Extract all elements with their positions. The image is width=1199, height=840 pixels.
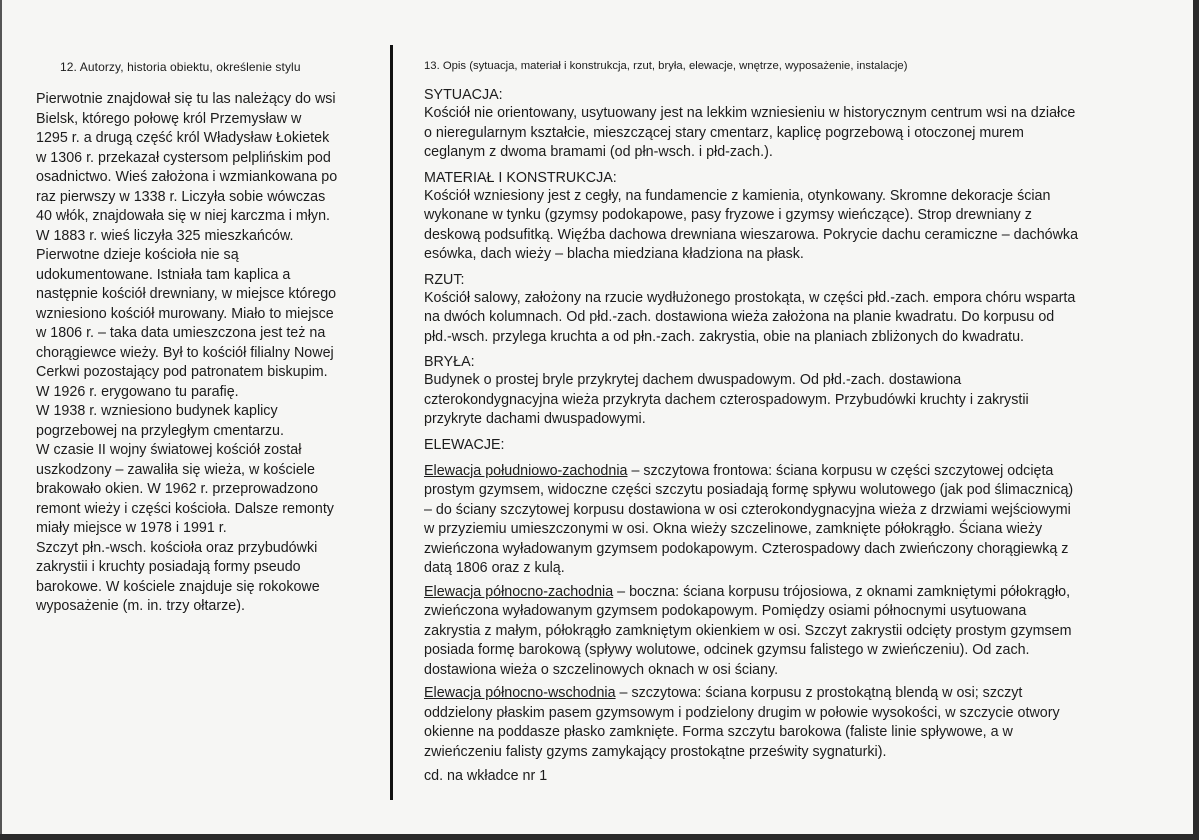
section-13-heading: 13. Opis (sytuacja, materiał i konstrukcja, rzut, bryła, elewacje, wnętrze, wyposażenie, instalacje) <box>424 60 908 72</box>
elevation-sw-line: – do ściany szczytowej korpusu dostawiona w osi czterokondygnacyjna wieża z drzwiami wejściowymi <box>424 501 1071 518</box>
sytuacja-title: SYTUACJA: <box>424 87 503 103</box>
history-line: W 1926 r. erygowano tu parafię. <box>36 383 239 400</box>
sytuacja-line: Kościół nie orientowany, usytuowany jest na lekkim wzniesieniu w historycznym centrum wsi na działce <box>424 105 1076 121</box>
history-line: udokumentowane. Istniała tam kaplica a <box>36 266 291 283</box>
history-text <box>36 90 381 617</box>
column-divider <box>390 45 393 800</box>
history-line: następnie kościół drewniany, w miejsce którego <box>36 286 337 302</box>
history-line: W czasie II wojny światowej kościół został <box>36 442 302 458</box>
history-line: osadnictwo. Wieś założona i wzmiankowana po <box>36 169 338 185</box>
section-elewacje <box>424 436 1164 763</box>
section-rzut <box>424 271 1164 348</box>
material-title: MATERIAŁ I KONSTRUKCJA: <box>424 169 617 186</box>
history-line: Szczyt płn.-wsch. kościoła oraz przybudówki <box>36 539 318 556</box>
history-line: Pierwotne dzieje kościoła nie są <box>36 247 239 263</box>
elevation-nw-line: posiada formę barokową (spływy wolutowe, odcinek gzymsu falistego w zwieńczeniu). Od zach. <box>424 642 1030 658</box>
bryla-line: przykryte dachami dwuspadowymi. <box>424 411 646 427</box>
history-line: miały miejsce w 1978 i 1991 r. <box>36 520 227 536</box>
history-line: brakowało okien. W 1962 r. przeprowadzono <box>36 481 319 497</box>
scan-edge-right <box>1193 0 1199 840</box>
history-line: w 1306 r. przekazał cystersom pelplińskim pod <box>36 149 331 166</box>
history-line: 40 włók, znajdowała się w niej karczma i młyn. <box>36 208 330 224</box>
bryla-line: czterokondygnacyjna wieża przykryta dachem czterospadowym. Przybudówki kruchty i zakrystii <box>424 391 1029 408</box>
history-line: W 1883 r. wieś liczyła 325 mieszkańców. <box>36 227 294 244</box>
scan-edge-bottom <box>0 834 1199 840</box>
material-line: wykonane w tynku (gzymsy podokapowe, pasy fryzowe i gzymsy wieńczące). Strop drewniany z <box>424 207 1032 223</box>
elevation-ne-first-line <box>424 684 1164 704</box>
elevation-sw-line: prostym gzymsem, widoczne części szczytu posiadają formę spływu wolutowego (jak pod ślimacznicą) <box>424 482 1074 498</box>
history-line: w 1806 r. – taka data umieszczona jest też na <box>36 325 326 341</box>
elevation-sw-first-line <box>424 462 1164 482</box>
elevation-sw-line: zwieńczona wyładowanym gzymsem podokapowym. Czterospadowy dach zwieńczony chorągiewką z <box>424 540 1069 557</box>
section-bryla <box>424 353 1164 430</box>
history-line: 1295 r. a drugą część król Władysław Łokietek <box>36 130 330 146</box>
history-line: chorągiewce wieży. Był to kościół filialny Nowej <box>36 344 334 361</box>
history-line: wyposażenie (m. in. trzy ołtarze). <box>36 598 245 614</box>
section-material <box>424 169 1164 265</box>
elevation-nw-label: Elewacja północno-zachodnia <box>424 583 614 600</box>
right-column <box>424 60 1164 784</box>
elevation-sw-line: datą 1806 oraz z kulą. <box>424 560 565 576</box>
rzut-title: RZUT: <box>424 271 465 288</box>
material-line: esówka, dach wieży – blacha miedziana kładziona na płask. <box>424 246 804 262</box>
history-line: zakrystii i kruchty posiadają formy pseudo <box>36 559 301 575</box>
history-line: uszkodzony – zawaliła się wieża, w kościele <box>36 461 315 478</box>
history-line: Cerkwi pozostający pod patronatem biskupim. <box>36 364 328 380</box>
continuation-note: cd. na wkładce nr 1 <box>424 768 548 784</box>
history-line: raz pierwszy w 1338 r. Liczyła sobie wówczas <box>36 188 326 205</box>
elevation-nw-line: dostawiona wieża o szczelinowych oknach w osi ściany. <box>424 661 779 678</box>
history-line: barokowe. W kościele znajduje się rokokowe <box>36 578 320 595</box>
sytuacja-line: o nieregularnym kształcie, mieszczącej stary cmentarz, kaplicę pogrzebową i otoczonej murem <box>424 124 1024 141</box>
elevation-northeast <box>424 684 1164 762</box>
elevation-ne-line: oddzielony płaskim pasem gzymsowym i podzielony drugim w połowie wysokości, w szczycie otwory <box>424 704 1060 721</box>
material-line: deskową podsufitką. Więźba dachowa drewniana wieszarowa. Pokrycie dachu ceramiczne – dachówka <box>424 226 1079 243</box>
elevation-ne-label: Elewacja północno-wschodnia <box>424 685 616 701</box>
history-line: Pierwotnie znajdował się tu las należący do wsi <box>36 91 336 107</box>
material-line: Kościół wzniesiony jest z cegły, na fundamencie z kamienia, otynkowany. Skromne dekoracje ścian <box>424 187 1051 204</box>
history-line: W 1938 r. wzniesiono budynek kaplicy <box>36 403 278 419</box>
scan-edge-left <box>0 0 2 840</box>
sytuacja-line: ceglanym z dwoma bramami (od płn-wsch. i płd-zach.). <box>424 144 773 160</box>
elevation-sw-intro: – szczytowa frontowa: ściana korpusu w części szczytowej odcięta <box>627 462 1054 479</box>
history-line: wzniesiono kościół murowany. Miało to miejsce <box>36 305 334 322</box>
elewacje-title: ELEWACJE: <box>424 436 505 453</box>
elevation-nw-line: zwieńczona wyładowanym gzymsem podokapowym. Pomiędzy osiami północnymi usytuowana <box>424 603 1027 619</box>
rzut-line: na dwóch kolumnach. Od płd.-zach. dostawiona wieża założona na planie kwadratu. Do korpusu od <box>424 309 1055 325</box>
section-12-heading: 12. Autorzy, historia obiektu, określenie stylu <box>60 60 301 74</box>
elevation-sw-line: w przyziemiu umieszczonymi w osi. Okna wieży szczelinowe, zamknięte półokrągło. Ściana wieży <box>424 521 1043 537</box>
elevation-sw-label: Elewacja południowo-zachodnia <box>424 462 628 479</box>
history-line: remont wieży i części kościoła. Dalsze remonty <box>36 500 334 517</box>
elevation-northwest <box>424 583 1164 681</box>
rzut-line: Kościół salowy, założony na rzucie wydłużonego prostokąta, w części płd.-zach. empora chóru wsparta <box>424 289 1076 306</box>
rzut-line: płd.-wsch. przylega kruchta a od płn.-zach. zakrystia, obie na planiach zbliżonych do kwadratu. <box>424 328 1024 345</box>
bryla-title: BRYŁA: <box>424 354 475 370</box>
left-column <box>36 60 381 617</box>
section-sytuacja <box>424 86 1164 163</box>
elevation-nw-first-line <box>424 583 1164 603</box>
history-line: Bielsk, którego połowę król Przemysław w <box>36 110 302 127</box>
elevation-nw-intro: – boczna: ściana korpusu trójosiowa, z oknami zamkniętymi półokrągło, <box>613 583 1071 600</box>
elevation-ne-line: zwieńczeniu falisty gzyms zamykający prostokątne prześwity sygnaturki). <box>424 743 887 760</box>
history-line: pogrzebowej na przyległym cmentarzu. <box>36 422 284 439</box>
elevation-ne-intro: – szczytowa: ściana korpusu z prostokątną blendą w osi; szczyt <box>615 685 1023 701</box>
elevation-nw-line: zakrystia z małym, półokrągło zamkniętym okienkiem w osi. Szczyt zakrystii odcięty prostym gzymsem <box>424 622 1072 639</box>
elevation-ne-line: okienne na poddasze płasko zamknięte. Forma szczytu barokowa (faliste linie spływowe, a w <box>424 724 1013 740</box>
elevation-southwest <box>424 462 1164 579</box>
bryla-line: Budynek o prostej bryle przykrytej dachem dwuspadowym. Od płd.-zach. dostawiona <box>424 372 962 388</box>
